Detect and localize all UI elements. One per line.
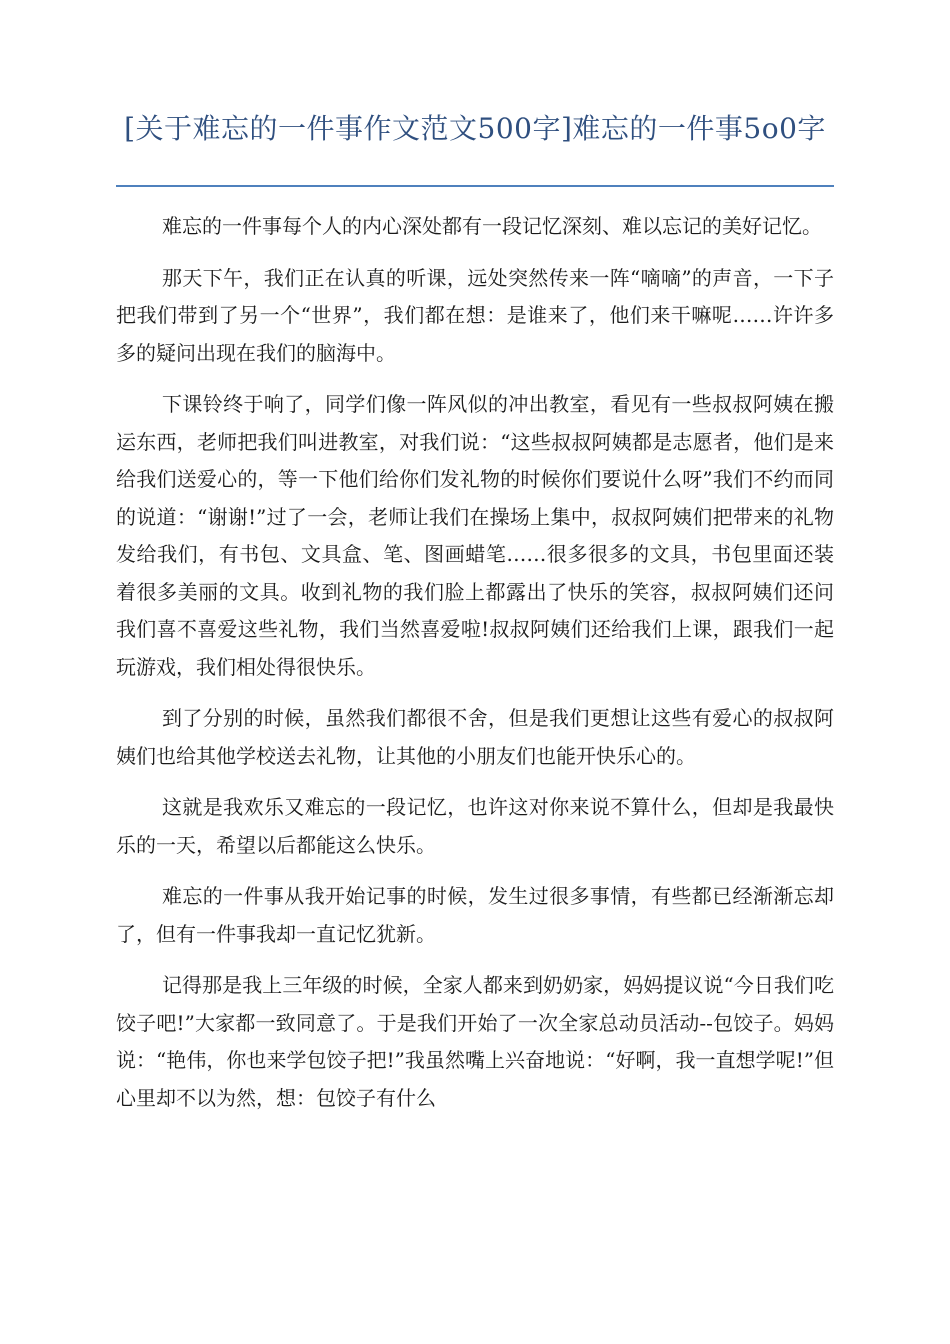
document-body (116, 208, 834, 1131)
paragraph-5: 这就是我欢乐又难忘的一段记忆，也许这对你来说不算什么，但却是我最快乐的一天，希望以后都能这么快乐。 (116, 795, 834, 857)
paragraph-7: 记得那是我上三年级的时候，全家人都来到奶奶家，妈妈提议说“今日我们吃饺子吧!”大家都一致同意了。于是我们开始了一次全家总动员活动--包饺子。妈妈说：“艳伟，你也来学包饺子把!”我虽然嘴上兴奋地说：“好啊，我一直想学呢!”但心里却不以为然，想：包饺子有什么 (116, 973, 834, 1110)
title-underline (116, 185, 834, 187)
paragraph-2: 那天下午，我们正在认真的听课，远处突然传来一阵“嘀嘀”的声音，一下子把我们带到了另一个“世界”，我们都在想：是谁来了，他们来干嘛呢……许许多多的疑问出现在我们的脑海中。 (116, 265, 834, 365)
document-title: [关于难忘的一件事作文范文500字]难忘的一件事5o0字 (124, 112, 826, 145)
paragraph-1: 难忘的一件事每个人的内心深处都有一段记忆深刻、难以忘记的美好记忆。 (162, 214, 822, 238)
paragraph-6: 难忘的一件事从我开始记事的时候，发生过很多事情，有些都已经渐渐忘却了，但有一件事我却一直记忆犹新。 (116, 884, 834, 946)
paragraph-3: 下课铃终于响了，同学们像一阵风似的冲出教室，看见有一些叔叔阿姨在搬运东西，老师把我们叫进教室，对我们说：“这些叔叔阿姨都是志愿者，他们是来给我们送爱心的，等一下他们给你们发礼物的时候你们要说什么呀”我们不约而同的说道：“谢谢!”过了一会，老师让我们在操场上集中，叔叔阿姨们把带来的礼物发给我们，有书包、文具盒、笔、图画蜡笔……很多很多的文具，书包里面还装着很多美丽的文具。收到礼物的我们脸上都露出了快乐的笑容，叔叔阿姨们还问我们喜不喜爱这些礼物，我们当然喜爱啦!叔叔阿姨们还给我们上课，跟我们一起玩游戏，我们相处得很快乐。 (116, 392, 834, 679)
paragraph-4: 到了分别的时候，虽然我们都很不舍，但是我们更想让这些有爱心的叔叔阿姨们也给其他学校送去礼物，让其他的小朋友们也能开快乐心的。 (116, 706, 834, 768)
title-block (116, 112, 834, 146)
